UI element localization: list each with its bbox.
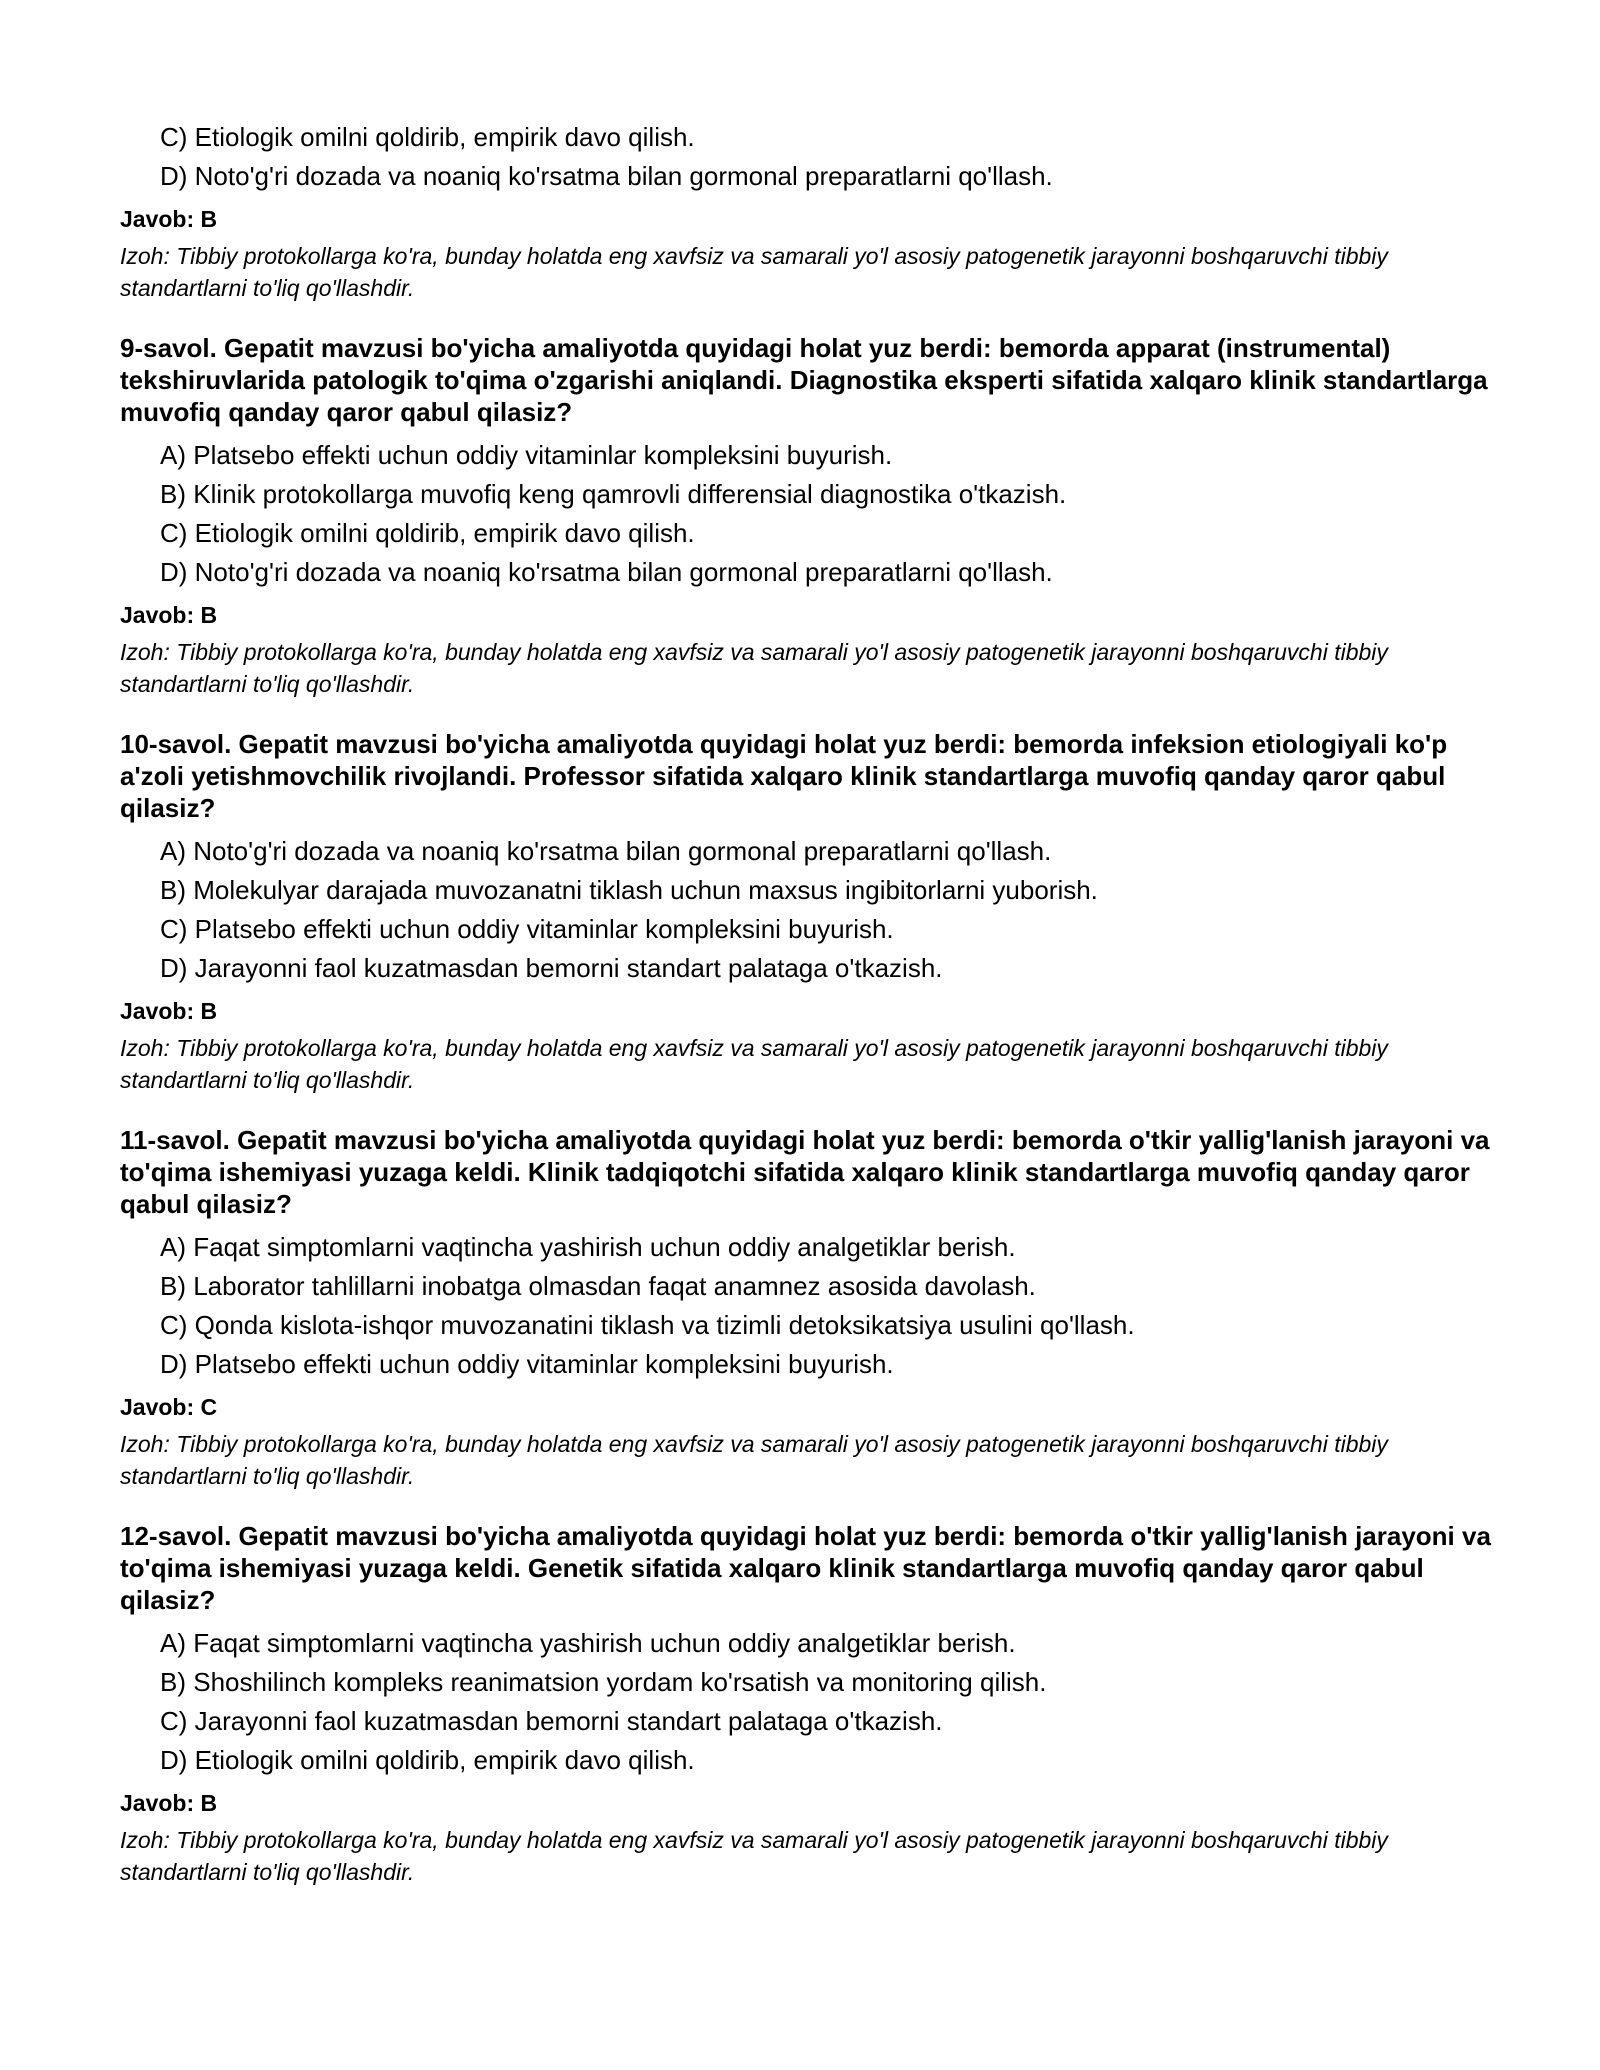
- option-a: A) Faqat simptomlarni vaqtincha yashirish uchun oddiy analgetiklar berish.: [160, 1628, 1016, 1658]
- option-b: B) Molekulyar darajada muvozanatni tiklash uchun maxsus ingibitorlarni yuborish.: [160, 875, 1098, 905]
- question-text: 11-savol. Gepatit mavzusi bo'yicha amaliyotda quyidagi holat yuz berdi: bemorda o'tkir yallig'lanish jarayoni va to'qima ishemiyasi yuzaga keldi. Klinik tadqiqotchi sifatida xalqaro klinik standartlarga muvofiq qanday qaror qabul qilasiz?: [120, 1125, 1490, 1219]
- option-a: A) Platsebo effekti uchun oddiy vitaminlar kompleksini buyurish.: [160, 440, 893, 470]
- answer-label: Javob: C: [120, 1394, 218, 1420]
- answer-label: Javob: B: [120, 602, 218, 628]
- question-text: 9-savol. Gepatit mavzusi bo'yicha amaliyotda quyidagi holat yuz berdi: bemorda apparat (instrumental) tekshiruvlarida patologik to'qima o'zgarishi aniqlandi. Diagnostika eksperti sifatida xalqaro klinik standartlarga muvofiq qanday qaror qabul qilasiz?: [120, 333, 1488, 427]
- question-9: [120, 332, 1500, 700]
- explanation-note: Izoh: Tibbiy protokollarga ko'ra, bunday holatda eng xavfsiz va samarali yo'l asosiy patogenetik jarayonni boshqaruvchi tibbiy standartlarni to'liq qo'llashdir.: [120, 243, 1388, 301]
- answer-options: [120, 832, 1500, 988]
- explanation-note: Izoh: Tibbiy protokollarga ko'ra, bunday holatda eng xavfsiz va samarali yo'l asosiy patogenetik jarayonni boshqaruvchi tibbiy standartlarni to'liq qo'llashdir.: [120, 1035, 1388, 1093]
- option-d: D) Etiologik omilni qoldirib, empirik davo qilish.: [160, 1745, 695, 1775]
- option-c: C) Etiologik omilni qoldirib, empirik davo qilish.: [160, 518, 695, 548]
- answer-label: Javob: B: [120, 1790, 218, 1816]
- option-b: B) Laborator tahlillarni inobatga olmasdan faqat anamnez asosida davolash.: [160, 1271, 1036, 1301]
- explanation-note: Izoh: Tibbiy protokollarga ko'ra, bunday holatda eng xavfsiz va samarali yo'l asosiy patogenetik jarayonni boshqaruvchi tibbiy standartlarni to'liq qo'llashdir.: [120, 1431, 1388, 1489]
- answer-label: Javob: B: [120, 998, 218, 1024]
- answer-options: [120, 436, 1500, 592]
- answer-options: [120, 118, 1500, 196]
- option-d: D) Jarayonni faol kuzatmasdan bemorni standart palataga o'tkazish.: [160, 953, 943, 983]
- answer-options: [120, 1228, 1500, 1384]
- option-a: A) Faqat simptomlarni vaqtincha yashirish uchun oddiy analgetiklar berish.: [160, 1232, 1016, 1262]
- option-c: C) Qonda kislota-ishqor muvozanatini tiklash va tizimli detoksikatsiya usulini qo'llash.: [160, 1310, 1135, 1340]
- option-a: A) Noto'g'ri dozada va noaniq ko'rsatma bilan gormonal preparatlarni qo'llash.: [160, 836, 1052, 866]
- answer-label: Javob: B: [120, 206, 218, 232]
- option-d: D) Noto'g'ri dozada va noaniq ko'rsatma bilan gormonal preparatlarni qo'llash.: [160, 161, 1053, 191]
- question-11: [120, 1124, 1500, 1492]
- document-page: [120, 118, 1500, 1888]
- explanation-note: Izoh: Tibbiy protokollarga ko'ra, bunday holatda eng xavfsiz va samarali yo'l asosiy patogenetik jarayonni boshqaruvchi tibbiy standartlarni to'liq qo'llashdir.: [120, 1827, 1388, 1885]
- option-b: B) Shoshilinch kompleks reanimatsion yordam ko'rsatish va monitoring qilish.: [160, 1667, 1047, 1697]
- question-12: [120, 1520, 1500, 1888]
- option-d: D) Platsebo effekti uchun oddiy vitaminlar kompleksini buyurish.: [160, 1349, 894, 1379]
- option-c: C) Platsebo effekti uchun oddiy vitaminlar kompleksini buyurish.: [160, 914, 894, 944]
- explanation-note: Izoh: Tibbiy protokollarga ko'ra, bunday holatda eng xavfsiz va samarali yo'l asosiy patogenetik jarayonni boshqaruvchi tibbiy standartlarni to'liq qo'llashdir.: [120, 639, 1388, 697]
- question-8-continuation: [120, 118, 1500, 304]
- question-10: [120, 728, 1500, 1096]
- option-d: D) Noto'g'ri dozada va noaniq ko'rsatma bilan gormonal preparatlarni qo'llash.: [160, 557, 1053, 587]
- option-b: B) Klinik protokollarga muvofiq keng qamrovli differensial diagnostika o'tkazish.: [160, 479, 1067, 509]
- question-text: 10-savol. Gepatit mavzusi bo'yicha amaliyotda quyidagi holat yuz berdi: bemorda infeksion etiologiyali ko'p a'zoli yetishmovchilik rivojlandi. Professor sifatida xalqaro klinik standartlarga muvofiq qanday qaror qabul qilasiz?: [120, 729, 1448, 823]
- option-c: C) Jarayonni faol kuzatmasdan bemorni standart palataga o'tkazish.: [160, 1706, 943, 1736]
- option-c: C) Etiologik omilni qoldirib, empirik davo qilish.: [160, 122, 695, 152]
- question-text: 12-savol. Gepatit mavzusi bo'yicha amaliyotda quyidagi holat yuz berdi: bemorda o'tkir yallig'lanish jarayoni va to'qima ishemiyasi yuzaga keldi. Genetik sifatida xalqaro klinik standartlarga muvofiq qanday qaror qabul qilasiz?: [120, 1521, 1491, 1615]
- answer-options: [120, 1624, 1500, 1780]
